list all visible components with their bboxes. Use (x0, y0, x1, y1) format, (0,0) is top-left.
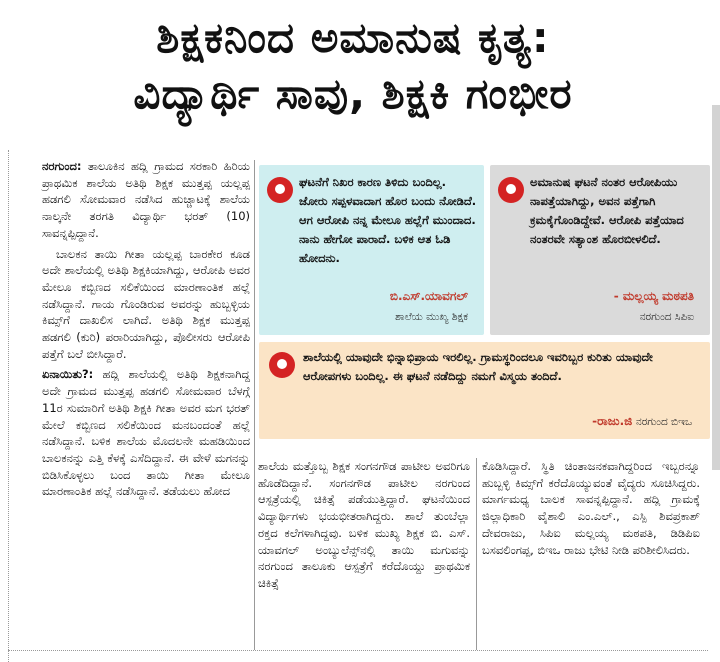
headline (0, 0, 706, 122)
quote-box-cpi (490, 165, 710, 335)
quote-text: ಘಟನೆಗೆ ನಿಖರ ಕಾರಣ ತಿಳಿದು ಬಂದಿಲ್ಲ. ಜೋರು ಸಪ್ಪಳವಾದಾಗ ಹೊರ ಬಂದು ನೋಡಿದೆ. ಆಗ ಆರೋಪಿ ನನ್ನ ಮೇಲೂ ಹಲ್ಲೆಗೆ ಮುಂದಾದ. ನಾನು ಹೇಗೋ ಪಾರಾದೆ. ಬಳಿಕ ಆತ ಓಡಿ ಹೋದನು. (299, 175, 477, 265)
quote-role: ನರಗುಂದ ಬಿಇಒ (635, 416, 692, 428)
quote-box-headmaster (259, 165, 484, 335)
quote-name: - ಮಲ್ಲಯ್ಯ ಮಠಪತಿ (613, 289, 694, 303)
headline-line-2: ವಿದ್ಯಾರ್ಥಿ ಸಾವು, ಶಿಕ್ಷಕಿ ಗಂಭೀರ (133, 69, 573, 118)
quote-marker-icon (269, 352, 295, 378)
column-3-text: ಕೊಡಿಸಿದ್ದಾರೆ. ಸ್ಥಿತಿ ಚಿಂತಾಜನಕವಾಗಿದ್ದರಿಂದ ಇಬ್ಬರನ್ನೂ ಹುಬ್ಬಳ್ಳಿ ಕಿಮ್ಸ್‌ಗೆ ಕರೆದೊಯ್ಯುವಂತೆ ವೈದ್ಯರು ಸೂಚಿಸಿದ್ದರು. ಮಾರ್ಗಮಧ್ಯ ಬಾಲಕ ಸಾವನ್ನಪ್ಪಿದ್ದಾನೆ. ಹದ್ಲಿ ಗ್ರಾಮಕ್ಕೆ ಜಿಲ್ಲಾಧಿಕಾರಿ ವೈಶಾಲಿ ಎಂ.ಎಲ್., ಎಸ್ಪಿ ಶಿವಪ್ರಕಾಶ್ ದೇವರಾಜು, ಸಿಪಿಐ ಮಲ್ಲಯ್ಯ ಮಠಪತಿ, ಡಿಡಿಪಿಐ ಬಸವಲಿಂಗಪ್ಪ, ಬಿಇಒ ರಾಜು ಭೇಟಿ ನೀಡಿ ಪರಿಶೀಲಿಸಿದರು. (482, 459, 700, 557)
bottom-rule (8, 650, 708, 651)
paragraph-1-text: ತಾಲೂಕಿನ ಹದ್ಲಿ ಗ್ರಾಮದ ಸರಕಾರಿ ಹಿರಿಯ ಪ್ರಾಥಮಿಕ ಶಾಲೆಯ ಅತಿಥಿ ಶಿಕ್ಷಕ ಮುತ್ತಪ್ಪ ಯಲ್ಲಪ್ಪ ಹಡಗಲಿ ಸೋಮವಾರ ನಡೆಸಿದ ಹುಚ್ಚಾಟಕ್ಕೆ ಶಾಲೆಯ ನಾಲ್ಕನೇ ತರಗತಿ ವಿದ್ಯಾರ್ಥಿ ಭರತ್ (10) ಸಾವನ್ನಪ್ಪಿದ್ದಾನೆ. (42, 159, 251, 240)
quote-attribution (592, 414, 692, 429)
article-column-1 (42, 158, 250, 504)
paragraph-3-text: ಹದ್ಲಿ ಶಾಲೆಯಲ್ಲಿ ಅತಿಥಿ ಶಿಕ್ಷಕನಾಗಿದ್ದ ಅದೇ ಗ್ರಾಮದ ಮುತ್ತಪ್ಪ ಹಡಗಲಿ ಸೋಮವಾರ ಬೆಳಗ್ಗೆ 11ರ ಸುಮಾರಿಗೆ ಅತಿಥಿ ಶಿಕ್ಷಕಿ ಗೀತಾ ಅವರ ಮಗ ಭರತ್ ಮೇಲೆ ಕಬ್ಬಿಣದ ಸಲಿಕೆಯಿಂದ ಮನಬಂದಂತೆ ಹಲ್ಲೆ ನಡೆಸಿದ್ದಾನೆ. ಬಳಿಕ ಶಾಲೆಯ ಮೊದಲನೇ ಮಹಡಿಯಿಂದ ಬಾಲಕನನ್ನು ಎತ್ತಿ ಕೆಳಕ್ಕೆ ಎಸೆದಿದ್ದಾನೆ. ಈ ವೇಳೆ ಮಗನನ್ನು ಬಿಡಿಸಿಕೊಳ್ಳಲು ಬಂದ ತಾಯಿ ಗೀತಾ ಮೇಲೂ ಮಾರಣಾಂತಿಕ ಹಲ್ಲೆ ನಡೆಸಿದ್ದಾನೆ. ತಡೆಯಲು ಹೋದ (42, 367, 251, 499)
quote-role: ಶಾಲೆಯ ಮುಖ್ಯ ಶಿಕ್ಷಕ (395, 311, 468, 323)
quote-name: -ರಾಜು.ಜಿ (592, 414, 633, 428)
adjacent-page-strip (712, 105, 720, 470)
quote-marker-icon (498, 177, 524, 203)
quote-role: ನರಗುಂದ ಸಿಪಿಐ (639, 311, 694, 323)
subheading: ಏನಾಯಿತು?: (42, 367, 94, 382)
lead-paragraph (42, 158, 250, 242)
column-2-text: ಶಾಲೆಯ ಮತ್ತೊಬ್ಬ ಶಿಕ್ಷಕ ಸಂಗನಗೌಡ ಪಾಟೀಲ ಅವರಿಗೂ ಹೊಡೆದಿದ್ದಾನೆ. ಸಂಗನಗೌಡ ಪಾಟೀಲ ನರಗುಂದ ಆಸ್ಪತ್ರೆಯಲ್ಲಿ ಚಿಕಿತ್ಸೆ ಪಡೆಯುತ್ತಿದ್ದಾರೆ. ಘಟನೆಯಿಂದ ವಿದ್ಯಾರ್ಥಿಗಳು ಭಯಭೀತರಾಗಿದ್ದರು. ಶಾಲೆ ತುಂಬೆಲ್ಲಾ ರಕ್ತದ ಕಲೆಗಳಾಗಿದ್ದವು. ಬಳಿಕ ಮುಖ್ಯ ಶಿಕ್ಷಕ ಬಿ. ಎಸ್. ಯಾವಗಲ್ ಅಂಬ್ಯುಲೆನ್ಸ್‌ನಲ್ಲಿ ತಾಯಿ ಮಗುವನ್ನು ನರಗುಂದ ತಾಲೂಕು ಆಸ್ಪತ್ರೆಗೆ ಕರೆದೊಯ್ದು ಪ್ರಾಥಮಿಕ ಚಿಕಿತ್ಸೆ (258, 459, 470, 590)
left-column-rule (8, 150, 9, 662)
column-divider-2 (476, 458, 477, 650)
quote-marker-icon (267, 177, 293, 203)
quote-box-beo (259, 342, 710, 439)
headline-line-1: ಶಿಕ್ಷಕನಿಂದ ಅಮಾನುಷ ಕೃತ್ಯ: (156, 13, 550, 62)
paragraph-2: ಬಾಲಕನ ತಾಯಿ ಗೀತಾ ಯಲ್ಲಪ್ಪ ಬಾರಕೇರ ಕೂಡ ಅದೇ ಶಾಲೆಯಲ್ಲಿ ಅತಿಥಿ ಶಿಕ್ಷಕಿಯಾಗಿದ್ದು, ಆರೋಪಿ ಅವರ ಮೇಲೂ ಕಬ್ಬಿಣದ ಸಲಿಕೆಯಿಂದ ಮಾರಣಾಂತಿಕ ಹಲ್ಲೆ ನಡೆಸಿದ್ದಾನೆ. ಗಾಯ ಗೊಂಡಿರುವ ಅವರನ್ನು ಹುಬ್ಬಳ್ಳಿಯ ಕಿಮ್ಸ್‌ಗೆ ದಾಖಲಿಸ ಲಾಗಿದೆ. ಅತಿಥಿ ಶಿಕ್ಷಕ ಮುತ್ತಪ್ಪ ಹಡಗಲಿ (ಕುರಿ) ಪರಾರಿಯಾಗಿದ್ದು, ಪೊಲೀಸರು ಆರೋಪಿ ಪತ್ತೆಗೆ ಬಲೆ ಬೀಸಿದ್ದಾರೆ. (42, 246, 250, 361)
dateline: ನರಗುಂದ: (42, 159, 82, 173)
quote-text: ಅಮಾನುಷ ಘಟನೆ ನಂತರ ಆರೋಪಿಯು ನಾಪತ್ತೆಯಾಗಿದ್ದು, ಅವನ ಪತ್ತೆಗಾಗಿ ಕ್ರಮಕೈಗೊಂಡಿದ್ದೇವೆ. ಆರೋಪಿ ಪತ್ತೆಯಾದ ನಂತರವೇ ಸತ್ಯಾಂಶ ಹೊರಬೀಳಲಿದೆ. (530, 175, 684, 246)
paragraph-3 (42, 366, 250, 500)
quote-text: ಶಾಲೆಯಲ್ಲಿ ಯಾವುದೇ ಭಿನ್ನಾಭಿಪ್ರಾಯ ಇರಲಿಲ್ಲ. ಗ್ರಾಮಸ್ಥರಿಂದಲೂ ಇವರಿಬ್ಬರ ಕುರಿತು ಯಾವುದೇ ಆರೋಪಗಳು ಬಂದಿಲ್ಲ. ಈ ಘಟನೆ ನಡೆದಿದ್ದು ನಮಗೆ ವಿಸ್ಮಯ ತಂದಿದೆ. (303, 350, 653, 383)
article-column-2 (258, 458, 470, 596)
column-divider-1 (254, 160, 255, 650)
article-column-3 (482, 458, 700, 562)
quote-name: ಬಿ.ಎಸ್.ಯಾವಗಲ್ (389, 289, 468, 303)
